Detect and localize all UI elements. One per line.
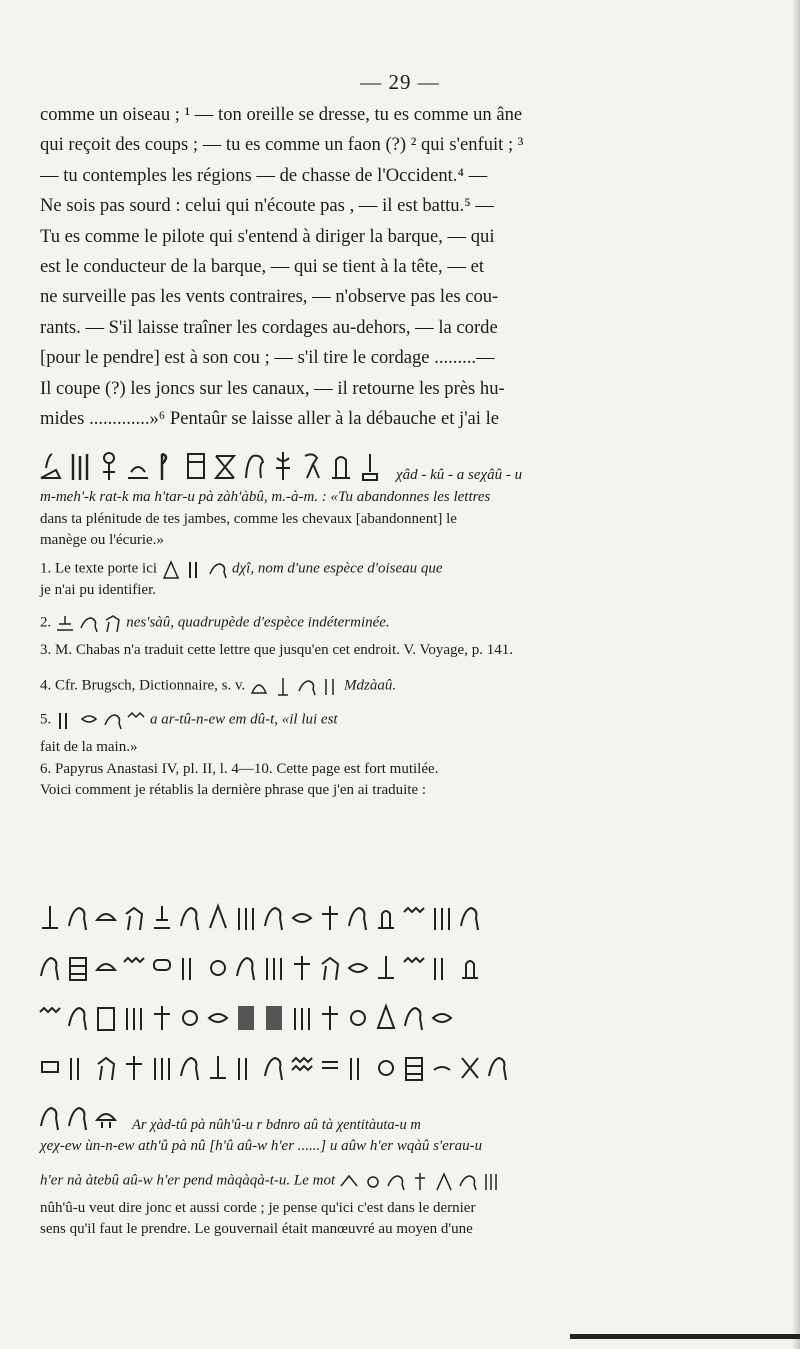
hieroglyph-icon (270, 448, 296, 484)
footnotes (40, 558, 760, 802)
hieroglyph-icon (363, 1170, 383, 1192)
hieroglyph-icon (94, 1000, 118, 1034)
hieroglyph-icon (94, 900, 118, 934)
hieroglyph-icon (374, 1050, 398, 1084)
hieroglyph-icon (430, 950, 454, 984)
hieroglyph-icon (126, 709, 146, 731)
hieroglyph-line (38, 1088, 758, 1134)
hieroglyph-icon (458, 950, 482, 984)
footnote-2: 2. nes'sàû, quadrupède d'espèce indéterminée. (40, 612, 760, 634)
hieroglyph-icon (206, 1000, 230, 1034)
page-edge-shadow (792, 0, 800, 1349)
hieroglyph-icon (206, 1050, 230, 1084)
hieroglyph-icon (38, 900, 62, 934)
hieroglyph-icon (318, 1050, 342, 1084)
footnote-6-cont: Voici comment je rétablis la dernière phrase que j'en ai traduite : (40, 782, 427, 798)
hieroglyph-icon (94, 950, 118, 984)
hieroglyph-icon (262, 1000, 286, 1034)
footnote-1-cont: je n'ai pu identifier. (40, 582, 157, 598)
hieroglyph-icon (125, 448, 151, 484)
translation-block (40, 487, 760, 552)
animal-hieroglyph-icon (103, 612, 123, 634)
text-line: qui reçoit des coups ; — tu es comme un faon (?) ² qui s'enfuit ; ³ (40, 134, 524, 156)
hieroglyph-icon (122, 1000, 146, 1034)
bird-hieroglyph-icon (262, 900, 286, 934)
hieroglyph-icon (481, 1170, 501, 1192)
hieroglyph-icon (290, 1000, 314, 1034)
bird-hieroglyph-icon (458, 900, 482, 934)
hieroglyph-icon (357, 448, 383, 484)
hieroglyph-icon (234, 1000, 258, 1034)
hieroglyph-icon (206, 900, 230, 934)
transliteration: χâd - kû - a seχâû - u (396, 467, 523, 483)
footnote-5-cont: fait de la main.» (40, 739, 138, 755)
bird-hieroglyph-icon (66, 900, 90, 934)
bird-hieroglyph-icon (234, 950, 258, 984)
hieroglyph-icon (94, 1100, 118, 1134)
hieroglyph-icon (374, 950, 398, 984)
translit-line: χeχ-ew ùn-n-ew ath'û pà nû [h'û aû-w h'er ......] u aûw h'er wqàû s'erau-u (40, 1138, 483, 1154)
hieroglyph-icon (290, 950, 314, 984)
hieroglyph-icon (249, 675, 269, 697)
hieroglyph-icon (346, 950, 370, 984)
bird-hieroglyph-icon (208, 558, 228, 580)
hieroglyph-icon (178, 1000, 202, 1034)
hieroglyph-icon (122, 950, 146, 984)
hieroglyph-icon (410, 1170, 430, 1192)
text-line: comme un oiseau ; ¹ — ton oreille se dresse, tu es comme un âne (40, 104, 523, 125)
hieroglyph-icon (150, 900, 174, 934)
hieroglyph-icon (241, 448, 267, 484)
animal-hieroglyph-icon (318, 950, 342, 984)
hieroglyph-line (38, 988, 758, 1034)
hieroglyph-icon (339, 1170, 359, 1192)
hieroglyph-icon (66, 950, 90, 984)
text-line: [pour le pendre] est à son cou ; — s'il tire le cordage .........— (40, 347, 495, 369)
hieroglyph-icon (183, 448, 209, 484)
footnote-6: 6. Papyrus Anastasi IV, pl. II, l. 4—10. Cette page est fort mutilée. (40, 760, 439, 777)
text-line: mides .............»⁶ Pentaûr se laisse aller à la débauche et j'ai le (40, 408, 500, 430)
animal-hieroglyph-icon (122, 900, 146, 934)
hieroglyph-icon (150, 950, 174, 984)
hieroglyph-icon (346, 1000, 370, 1034)
hieroglyph-icon (234, 900, 258, 934)
hieroglyph-icon (273, 675, 293, 697)
footnote-3: 3. M. Chabas n'a traduit cette lettre que jusqu'en cet endroit. V. Voyage, p. 141. (40, 641, 513, 658)
hieroglyph-icon (402, 950, 426, 984)
hieroglyph-icon (318, 900, 342, 934)
hieroglyph-icon (262, 950, 286, 984)
hieroglyph-icon (346, 1050, 370, 1084)
hieroglyph-icon (96, 448, 122, 484)
hieroglyph-icon (55, 709, 75, 731)
bird-hieroglyph-icon (402, 1000, 426, 1034)
hieroglyph-icon (55, 612, 75, 634)
translit-line: sens qu'il faut le prendre. Le gouvernail était manœuvré au moyen d'une (40, 1221, 473, 1237)
hieroglyph-icon (430, 900, 454, 934)
bird-hieroglyph-icon (297, 675, 317, 697)
hieroglyph-icon (374, 900, 398, 934)
text-line: Il coupe (?) les joncs sur les canaux, — il retourne les près hu- (40, 377, 505, 399)
bird-hieroglyph-icon (458, 1170, 478, 1192)
animal-hieroglyph-icon (94, 1050, 118, 1084)
hieroglyph-icon (154, 448, 180, 484)
hieroglyph-icon (290, 1050, 314, 1084)
hieroglyph-line (38, 1038, 758, 1084)
hieroglyph-icon (320, 675, 340, 697)
hieroglyph-icon (161, 558, 181, 580)
hieroglyph-icon (212, 448, 238, 484)
text-line: rants. — S'il laisse traîner les cordages au-dehors, — la corde (40, 316, 498, 338)
page-bottom-rule (570, 1334, 800, 1339)
footnote-1: 1. Le texte porte ici dχî, nom d'une espèce d'oiseau que (40, 558, 760, 580)
bird-hieroglyph-icon (178, 1050, 202, 1084)
hieroglyph-icon (318, 1000, 342, 1034)
text-line: — tu contemples les régions — de chasse de l'Occident.⁴ — (40, 164, 488, 186)
bird-hieroglyph-icon (38, 950, 62, 984)
hieroglyph-icon (402, 900, 426, 934)
bird-hieroglyph-icon (262, 1050, 286, 1084)
bird-hieroglyph-icon (79, 612, 99, 634)
translit-line: h'er nà àtebû aû-w h'er pend màqàqà-t-u. Le mot (40, 1170, 760, 1192)
hieroglyph-icon (178, 950, 202, 984)
bird-hieroglyph-icon (38, 1100, 62, 1134)
page-number: — 29 — (360, 70, 440, 94)
hieroglyph-icon (38, 448, 64, 484)
hieroglyph-icon (234, 1050, 258, 1084)
text-line: est le conducteur de la barque, — qui se tient à la tête, — et (40, 256, 485, 278)
translit-line: nûh'û-u veut dire jonc et aussi corde ; je pense qu'ici c'est dans le dernier (40, 1199, 476, 1216)
hieroglyph-line (38, 938, 758, 984)
hieroglyph-icon (458, 1050, 482, 1084)
hieroglyph-line (38, 888, 758, 934)
bird-hieroglyph-icon (103, 709, 123, 731)
hieroglyph-icon (430, 1000, 454, 1034)
hieroglyph-icon (328, 448, 354, 484)
text-line: Ne sois pas sourd : celui qui n'écoute pas , — il est battu.⁵ — (40, 195, 494, 217)
bird-hieroglyph-icon (178, 900, 202, 934)
transliteration: Ar χàd-tû pà nûh'û-u r bdnro aû tà χentitàuta-u m (132, 1117, 421, 1133)
main-text (40, 100, 760, 434)
hieroglyph-icon (38, 1050, 62, 1084)
hieroglyph-icon (290, 900, 314, 934)
footnote-6-transliteration (40, 1136, 760, 1241)
bird-hieroglyph-icon (66, 1000, 90, 1034)
hieroglyph-icon (434, 1170, 454, 1192)
bird-hieroglyph-icon (386, 1170, 406, 1192)
hieroglyph-icon (150, 1000, 174, 1034)
hieroglyph-icon (122, 1050, 146, 1084)
translation-line: dans ta plénitude de tes jambes, comme les chevaux [abandonnent] le (40, 510, 457, 527)
translation-line: manège ou l'écurie.» (40, 532, 164, 548)
text-line: ne surveille pas les vents contraires, — n'observe pas les cou- (40, 286, 499, 308)
hieroglyph-icon (67, 448, 93, 484)
footnote-4: 4. Cfr. Brugsch, Dictionnaire, s. v. Mdzàaû. (40, 675, 760, 697)
hieroglyph-icon (402, 1050, 426, 1084)
text-line: Tu es comme le pilote qui s'entend à diriger la barque, — qui (40, 225, 495, 247)
hieroglyph-icon (299, 448, 325, 484)
hieroglyph-icon (79, 709, 99, 731)
hieroglyph-icon (150, 1050, 174, 1084)
hieroglyph-icon (38, 1000, 62, 1034)
hieroglyph-icon (206, 950, 230, 984)
footnote-5: 5. a ar-tû-n-ew em dû-t, «il lui est (40, 709, 760, 731)
bird-hieroglyph-icon (346, 900, 370, 934)
hieroglyph-line (38, 440, 758, 484)
hieroglyph-icon (374, 1000, 398, 1034)
hieroglyph-icon (66, 1050, 90, 1084)
hieroglyph-icon (185, 558, 205, 580)
bird-hieroglyph-icon (486, 1050, 510, 1084)
bird-hieroglyph-icon (66, 1100, 90, 1134)
hieroglyph-icon (430, 1050, 454, 1084)
translation-line: m-meh'-k rat-k ma h'tar-u pà zàh'àbû, m.-à-m. : «Tu abandonnes les lettres (40, 489, 491, 505)
